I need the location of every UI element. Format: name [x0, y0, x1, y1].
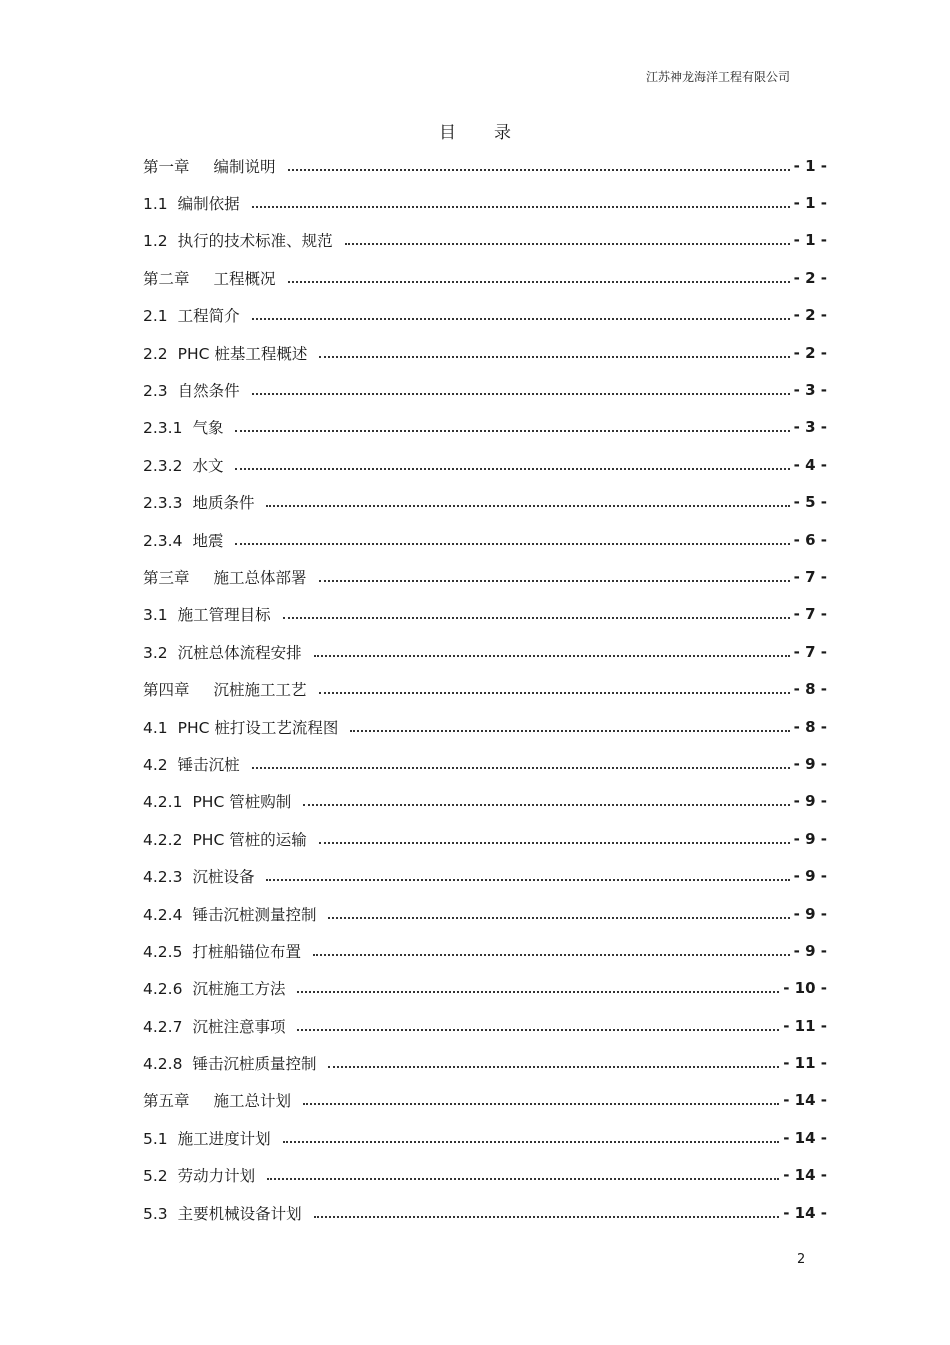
toc-entry-text: 工程简介 — [177, 307, 240, 326]
toc-entry-number: 4.2.4 — [143, 905, 183, 924]
toc-entry-label — [143, 603, 271, 625]
toc-entry-label — [143, 379, 240, 401]
toc-entry-number: 4.2.3 — [143, 868, 183, 887]
toc-entry-text: PHC 管桩的运输 — [192, 830, 307, 849]
toc-entry-number: 第二章 — [143, 269, 190, 288]
toc-entry[interactable] — [143, 820, 829, 857]
toc-entry-text: PHC 桩基工程概述 — [177, 344, 308, 363]
toc-entry[interactable] — [143, 1082, 829, 1119]
dot-leader — [252, 306, 790, 320]
toc-entry[interactable] — [143, 147, 829, 184]
toc-entry-label — [143, 155, 276, 177]
toc-entry-number: 1.1 — [143, 195, 168, 214]
toc-entry-page: - 1 - — [793, 231, 827, 250]
toc-entry-number: 4.2.7 — [143, 1017, 183, 1036]
toc-entry-page: - 6 - — [793, 530, 827, 549]
toc-entry[interactable] — [143, 1007, 829, 1044]
toc-entry-page: - 2 - — [793, 306, 827, 325]
toc-entry-number: 3.2 — [143, 643, 168, 662]
toc-entry-page: - 7 - — [793, 605, 827, 624]
toc-entry[interactable] — [143, 558, 829, 595]
toc-entry[interactable] — [143, 259, 829, 296]
toc-entry-page: - 3 - — [793, 418, 827, 437]
toc-entry-page: - 11 - — [783, 1054, 827, 1073]
toc-entry-text: 施工进度计划 — [177, 1129, 271, 1148]
toc-entry-page: - 5 - — [793, 493, 827, 512]
dot-leader — [345, 231, 790, 245]
toc-entry-text: 施工总计划 — [213, 1092, 292, 1111]
toc-entry-text: 沉桩施工方法 — [192, 980, 286, 999]
toc-entry-label — [143, 903, 316, 925]
toc-entry-label — [143, 641, 302, 663]
toc-entry-number: 4.2.8 — [143, 1055, 183, 1074]
toc-entry-page: - 10 - — [783, 979, 827, 998]
toc-entry[interactable] — [143, 184, 829, 221]
toc-entry-label — [143, 566, 307, 588]
toc-entry-label — [143, 1164, 255, 1186]
toc-entry-label — [143, 1015, 285, 1037]
toc-entry-page: - 8 - — [793, 680, 827, 699]
toc-entry-page: - 9 - — [793, 754, 827, 773]
toc-entry-label — [143, 716, 338, 738]
toc-entry[interactable] — [143, 1157, 829, 1194]
toc-entry-number: 1.2 — [143, 232, 168, 251]
toc-entry[interactable] — [143, 633, 829, 670]
toc-entry-label — [143, 1052, 316, 1074]
toc-entry-number: 2.1 — [143, 307, 168, 326]
toc-entry-label — [143, 192, 240, 214]
toc-entry[interactable] — [143, 708, 829, 745]
toc-entry[interactable] — [143, 596, 829, 633]
toc-entry[interactable] — [143, 932, 829, 969]
toc-entry-label — [143, 753, 240, 775]
toc-entry-label — [143, 790, 291, 812]
dot-leader — [297, 1017, 779, 1031]
dot-leader — [319, 680, 790, 694]
toc-entry-text: 锤击沉桩 — [177, 755, 240, 774]
dot-leader — [288, 157, 790, 171]
toc-entry-page: - 4 - — [793, 455, 827, 474]
dot-leader — [319, 568, 790, 582]
toc-entry-page: - 8 - — [793, 717, 827, 736]
toc-entry-text: 编制依据 — [177, 195, 240, 214]
toc-entry-number: 4.2.5 — [143, 942, 183, 961]
toc-entry-page: - 2 - — [793, 268, 827, 287]
toc-entry-label — [143, 828, 307, 850]
toc-entry-label — [143, 267, 276, 289]
toc-entry[interactable] — [143, 783, 829, 820]
dot-leader — [313, 942, 790, 956]
toc-entry[interactable] — [143, 1044, 829, 1081]
toc-entry-text: 沉桩注意事项 — [192, 1017, 286, 1036]
dot-leader — [350, 718, 789, 732]
toc-entry[interactable] — [143, 297, 829, 334]
toc-entry-text: 主要机械设备计划 — [177, 1204, 302, 1223]
page-number: 2 — [797, 1252, 806, 1267]
toc-entry[interactable] — [143, 1194, 829, 1231]
toc-entry-number: 2.3.3 — [143, 494, 183, 513]
toc-entry-text: 执行的技术标准、规范 — [177, 232, 333, 251]
toc-entry-page: - 3 - — [793, 381, 827, 400]
toc-entry[interactable] — [143, 1119, 829, 1156]
toc-entry-text: 沉桩总体流程安排 — [177, 643, 302, 662]
dot-leader — [314, 643, 790, 657]
toc-entry[interactable] — [143, 446, 829, 483]
toc-entry[interactable] — [143, 970, 829, 1007]
toc-entry[interactable] — [143, 334, 829, 371]
toc-entry-page: - 11 - — [783, 1016, 827, 1035]
toc-entry-label — [143, 229, 333, 251]
toc-entry-number: 4.2.6 — [143, 980, 183, 999]
dot-leader — [288, 269, 790, 283]
toc-entry-number: 5.3 — [143, 1204, 168, 1223]
toc-entry-label — [143, 416, 223, 438]
dot-leader — [328, 1054, 779, 1068]
toc-entry-page: - 9 - — [793, 867, 827, 886]
toc-entry-text: 施工总体部署 — [213, 568, 307, 587]
toc-entry-number: 2.3.1 — [143, 419, 183, 438]
toc-entry-text: 水文 — [192, 456, 224, 475]
dot-leader — [319, 830, 790, 844]
toc-entry-label — [143, 865, 254, 887]
page-header-company: 江苏神龙海洋工程有限公司 — [645, 70, 790, 84]
dot-leader — [235, 456, 789, 470]
toc-entry-number: 4.2 — [143, 755, 168, 774]
dot-leader — [266, 867, 789, 881]
toc-entry-label — [143, 304, 240, 326]
dot-leader — [303, 792, 789, 806]
dot-leader — [235, 418, 789, 432]
toc-entry-page: - 14 - — [783, 1166, 827, 1185]
toc-entry-label — [143, 940, 301, 962]
toc-entry-page: - 14 - — [783, 1203, 827, 1222]
toc-entry-number: 第五章 — [143, 1092, 190, 1111]
toc-entry[interactable] — [143, 484, 829, 521]
toc-entry-page: - 9 - — [793, 792, 827, 811]
toc-entry-page: - 2 - — [793, 343, 827, 362]
toc-entry-text: 沉桩设备 — [192, 868, 255, 887]
dot-leader — [252, 755, 790, 769]
toc-entry-text: 编制说明 — [213, 157, 276, 176]
toc-entry-number: 第一章 — [143, 157, 190, 176]
toc-entry-text: 劳动力计划 — [177, 1167, 256, 1186]
dot-leader — [297, 979, 779, 993]
toc-entry-number: 5.2 — [143, 1167, 168, 1186]
toc-entry-number: 2.3.4 — [143, 531, 183, 550]
dot-leader — [283, 1129, 780, 1143]
toc-entry-page: - 9 - — [793, 829, 827, 848]
toc-entry-label — [143, 678, 307, 700]
toc-entry-page: - 9 - — [793, 941, 827, 960]
toc-entry[interactable] — [143, 857, 829, 894]
toc-entry-text: 自然条件 — [177, 382, 240, 401]
toc-entry[interactable] — [143, 409, 829, 446]
toc-entry-page: - 7 - — [793, 567, 827, 586]
toc-entry-page: - 14 - — [783, 1091, 827, 1110]
toc-entry-label — [143, 1089, 291, 1111]
toc-entry-label — [143, 454, 223, 476]
toc-entry-text: 沉桩施工工艺 — [213, 681, 307, 700]
toc-entry-number: 3.1 — [143, 606, 168, 625]
dot-leader — [252, 194, 790, 208]
dot-leader — [319, 344, 789, 358]
dot-leader — [314, 1204, 780, 1218]
toc-entry-number: 2.3 — [143, 382, 168, 401]
toc-entry-label — [143, 977, 285, 999]
toc-entry-text: PHC 桩打设工艺流程图 — [177, 718, 339, 737]
dot-leader — [283, 605, 790, 619]
toc-entry-number: 2.3.2 — [143, 456, 183, 475]
toc-entry-text: 地震 — [192, 531, 224, 550]
toc-entry-text: 锤击沉桩测量控制 — [192, 905, 317, 924]
toc-entry-page: - 14 - — [783, 1128, 827, 1147]
toc-title: 目录 — [439, 123, 549, 143]
dot-leader — [328, 905, 789, 919]
toc-entry-number: 4.2.2 — [143, 830, 183, 849]
dot-leader — [303, 1091, 779, 1105]
toc-entry-text: 工程概况 — [213, 269, 276, 288]
table-of-contents — [143, 147, 829, 1231]
toc-entry-page: - 1 - — [793, 156, 827, 175]
toc-entry[interactable] — [143, 670, 829, 707]
toc-entry[interactable] — [143, 521, 829, 558]
dot-leader — [267, 1166, 779, 1180]
toc-entry-text: 施工管理目标 — [177, 606, 271, 625]
toc-entry-page: - 7 - — [793, 642, 827, 661]
toc-entry-number: 第四章 — [143, 681, 190, 700]
toc-entry-number: 4.2.1 — [143, 793, 183, 812]
dot-leader — [235, 531, 789, 545]
toc-entry-text: PHC 管桩购制 — [192, 793, 292, 812]
toc-entry-text: 打桩船锚位布置 — [192, 942, 301, 961]
toc-entry-page: - 9 - — [793, 904, 827, 923]
toc-entry-label — [143, 491, 254, 513]
toc-entry-number: 2.2 — [143, 344, 168, 363]
toc-entry-label — [143, 529, 223, 551]
toc-entry-number: 5.1 — [143, 1129, 168, 1148]
toc-entry-label — [143, 1202, 302, 1224]
toc-entry-text: 锤击沉桩质量控制 — [192, 1055, 317, 1074]
toc-entry[interactable] — [143, 745, 829, 782]
toc-entry-text: 地质条件 — [192, 494, 255, 513]
toc-entry-label — [143, 1127, 271, 1149]
dot-leader — [252, 381, 790, 395]
toc-entry-label — [143, 342, 307, 364]
toc-entry-number: 第三章 — [143, 568, 190, 587]
toc-entry[interactable] — [143, 222, 829, 259]
toc-entry-page: - 1 - — [793, 194, 827, 213]
toc-entry-number: 4.1 — [143, 718, 168, 737]
dot-leader — [266, 493, 789, 507]
toc-entry[interactable] — [143, 371, 829, 408]
toc-entry[interactable] — [143, 895, 829, 932]
toc-entry-text: 气象 — [192, 419, 224, 438]
